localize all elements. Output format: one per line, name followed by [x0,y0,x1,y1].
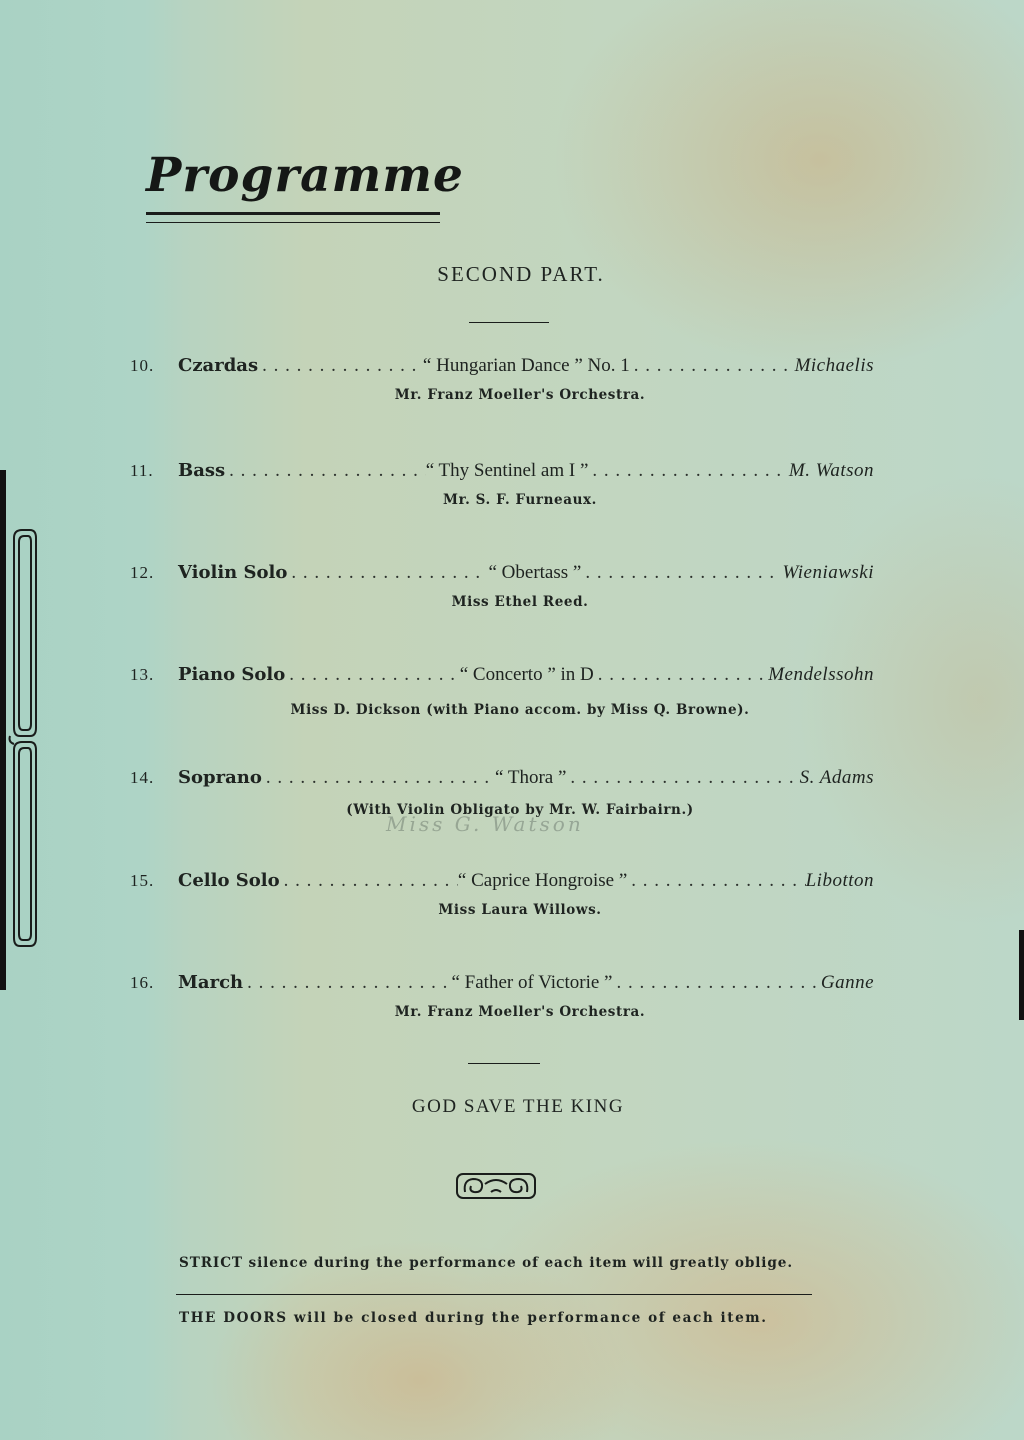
leader-dots [630,355,795,377]
leader-dots [594,664,768,686]
side-ornament-icon [8,528,38,948]
item-instrument: Piano Solo [178,664,286,685]
item-composer: Mendelssohn [768,664,874,685]
item-work: “ Father of Victorie ” [451,972,613,993]
item-line [130,767,874,797]
item-performer: Mr. Franz Moeller's Orchestra. [394,387,646,403]
item-performer: Mr. S. F. Furneaux. [443,492,597,508]
notice-divider [176,1294,812,1295]
leader-dots [588,460,789,482]
item-work: “ Thy Sentinel am I ” [425,460,589,481]
item-work: “ Obertass ” [488,562,582,583]
item-number: 10. [130,356,155,375]
item-number: 14. [130,768,155,787]
leader-dots [258,355,423,377]
page-title: Programme [146,148,464,203]
item-composer: S. Adams [799,767,874,788]
closing-rule [468,1063,540,1064]
title-double-rule [146,212,440,223]
item-performer: Miss Laura Willows. [438,902,602,918]
leader-dots [627,870,805,892]
section-rule [469,322,549,323]
leader-dots [287,562,488,584]
item-performer: Mr. Franz Moeller's Orchestra. [394,1004,646,1020]
item-number: 13. [130,665,155,684]
item-number: 15. [130,871,155,890]
item-performer: Miss Ethel Reed. [451,594,589,610]
item-work: “ Concerto ” in D [459,664,594,685]
scroll-ornament-icon [455,1170,537,1202]
item-instrument: Bass [178,460,226,481]
item-line [130,460,874,490]
leader-dots [225,460,426,482]
leader-dots [262,767,495,789]
leader-dots [612,972,820,994]
item-number: 16. [130,973,155,992]
item-line [130,870,874,900]
section-heading: SECOND PART. [437,262,605,286]
item-performer: Miss D. Dickson (with Piano accom. by Miss Q. Browne). [290,702,750,718]
leader-dots [285,664,459,686]
item-number: 11. [130,461,154,480]
item-line [130,972,874,1002]
item-performer: (With Violin Obligato by Mr. W. Fairbairn.) [346,802,694,818]
item-instrument: March [178,972,244,993]
item-work: “ Thora ” [495,767,567,788]
item-line [130,562,874,592]
item-line [130,664,874,694]
item-composer: Libotton [805,870,874,891]
item-composer: Ganne [820,972,874,993]
item-composer: Wieniawski [782,562,875,583]
leader-dots [243,972,451,994]
item-instrument: Soprano [178,767,262,788]
item-instrument: Violin Solo [178,562,288,583]
item-line [130,355,874,385]
item-instrument: Cello Solo [178,870,280,891]
leader-dots [566,767,799,789]
leader-dots [581,562,782,584]
notice-text: THE DOORS will be closed during the performance of each item. [179,1310,768,1326]
notice-doors [179,1310,815,1326]
leader-dots [280,870,458,892]
item-composer: Michaelis [794,355,875,376]
anthem-line: GOD SAVE THE KING [411,1096,625,1117]
item-instrument: Czardas [178,355,259,376]
pencil-annotation: Miss G. Watson [386,812,584,836]
item-number: 12. [130,563,155,582]
item-work: “ Caprice Hongroise ” [457,870,628,891]
item-work: “ Hungarian Dance ” No. 1 [422,355,630,376]
item-composer: M. Watson [788,460,874,481]
notice-text: STRICT silence during the performance of each item will greatly oblige. [179,1255,793,1271]
notice-silence [179,1255,815,1271]
